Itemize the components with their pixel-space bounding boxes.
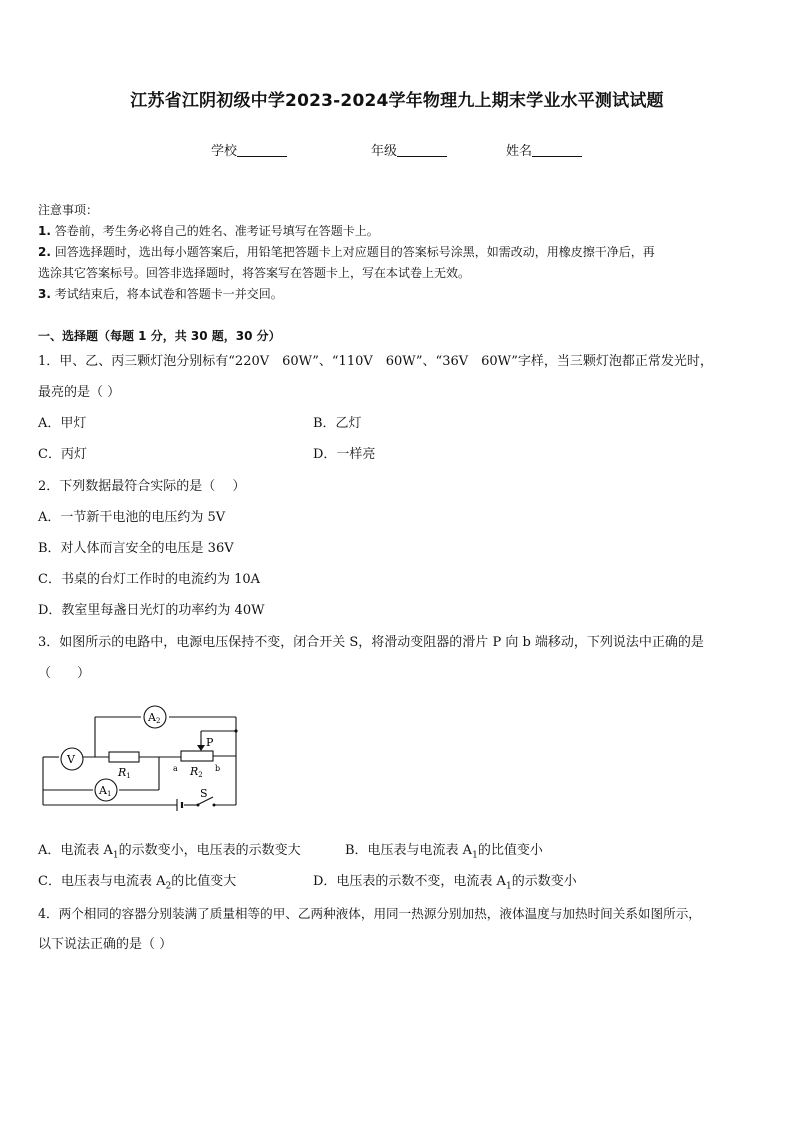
school-field[interactable] <box>211 140 287 159</box>
svg-text:A1: A1 <box>99 784 112 798</box>
notice-item-3 <box>38 284 283 305</box>
q4-stem-a: 4．两个相同的容器分别装满了质量相等的甲、乙两种液体，用同一热源分别加热，液体温度与加热时间关系如图所示， <box>38 906 701 921</box>
svg-text:R1: R1 <box>118 766 131 780</box>
q2-stem: 2．下列数据最符合实际的是（ ） <box>38 479 246 494</box>
grade-field[interactable] <box>371 140 447 159</box>
notice-item-3-text: 考试结束后，将本试卷和答题卡一并交回。 <box>54 287 283 301</box>
q3-option-a[interactable]: A．电流表 $A_1$的示数变小，电压表的示数变大 <box>38 843 301 861</box>
q1-option-a[interactable]: A．甲灯 <box>38 416 87 431</box>
q3-option-c[interactable]: C．电压表与电流表 $A_2$的比值变大 <box>38 874 237 892</box>
q1-option-b[interactable]: B．乙灯 <box>313 416 362 431</box>
q2-option-d[interactable]: D．教室里每盏日光灯的功率约为 40W <box>38 603 265 618</box>
q3-stem-b: （ ） <box>38 666 91 681</box>
q2-option-a[interactable]: A．一节新干电池的电压约为 5V <box>38 510 226 525</box>
ammeter-a2 <box>144 706 166 728</box>
grade-label: 年级 <box>371 144 398 159</box>
name-field[interactable] <box>506 140 582 159</box>
notice-item-1-num: 1. <box>38 224 51 238</box>
q2-option-c[interactable]: C．书桌的台灯工作时的电流约为 10A <box>38 572 261 587</box>
notice-item-1 <box>38 221 379 242</box>
resistor-r1 <box>109 752 139 780</box>
notice-heading: 注意事项： <box>38 203 99 217</box>
section-heading: 一、选择题（每题 1 分，共 30 题，30 分） <box>38 329 281 343</box>
svg-text:S: S <box>200 787 208 800</box>
notice-item-2-num: 2. <box>38 245 51 259</box>
school-label: 学校 <box>211 144 238 159</box>
q3-circuit-diagram <box>35 700 265 830</box>
rheostat-r2 <box>173 736 236 779</box>
notice-item-3-num: 3. <box>38 287 51 301</box>
name-blank[interactable] <box>532 143 582 157</box>
svg-text:A2: A2 <box>148 711 161 725</box>
q3-option-d[interactable]: D．电压表的示数不变，电流表 $A_1$的示数变小 <box>313 874 577 892</box>
q1-stem-b: 最亮的是（ ） <box>38 385 121 400</box>
grade-blank[interactable] <box>397 143 447 157</box>
q3-option-b[interactable]: B．电压表与电流表 $A_1$的比值变小 <box>345 843 543 861</box>
q1-option-d[interactable]: D．一样亮 <box>313 447 376 462</box>
svg-text:V: V <box>67 753 75 766</box>
voltmeter <box>61 748 83 770</box>
notice-item-2-text-a: 回答选择题时，选出每小题答案后，用铅笔把答题卡上对应题目的答案标号涂黑，如需改动，用橡皮擦干净后，再 <box>54 245 655 259</box>
svg-text:b: b <box>215 764 221 773</box>
q2-option-b[interactable]: B．对人体而言安全的电压是 36V <box>38 541 234 556</box>
q1-stem-a: 1．甲、乙、丙三颗灯泡分别标有“220V 60W”、“110V 60W”、“36V 60W”字样，当三颗灯泡都正常发光时， <box>38 354 713 369</box>
name-label: 姓名 <box>506 144 533 159</box>
notice-item-2-cont: 选涂其它答案标号。回答非选择题时，将答案写在答题卡上，写在本试卷上无效。 <box>38 266 471 280</box>
ammeter-a1 <box>95 779 117 801</box>
exam-title: 江苏省江阴初级中学2023-2024学年物理九上期末学业水平测试试题 <box>130 91 664 111</box>
notice-item-2 <box>38 242 655 263</box>
q3-stem-a: 3．如图所示的电路中，电源电压保持不变，闭合开关 S，将滑动变阻器的滑片 P 向 b 端移动，下列说法中正确的是 <box>38 635 704 650</box>
svg-text:R2: R2 <box>190 765 203 779</box>
notice-item-1-text: 答卷前，考生务必将自己的姓名、准考证号填写在答题卡上。 <box>54 224 379 238</box>
q1-option-c[interactable]: C．丙灯 <box>38 447 87 462</box>
svg-text:a: a <box>173 764 178 773</box>
q4-stem-b: 以下说法正确的是（ ） <box>38 937 173 952</box>
school-blank[interactable] <box>237 143 287 157</box>
battery <box>177 799 182 811</box>
svg-text:P: P <box>206 736 214 749</box>
